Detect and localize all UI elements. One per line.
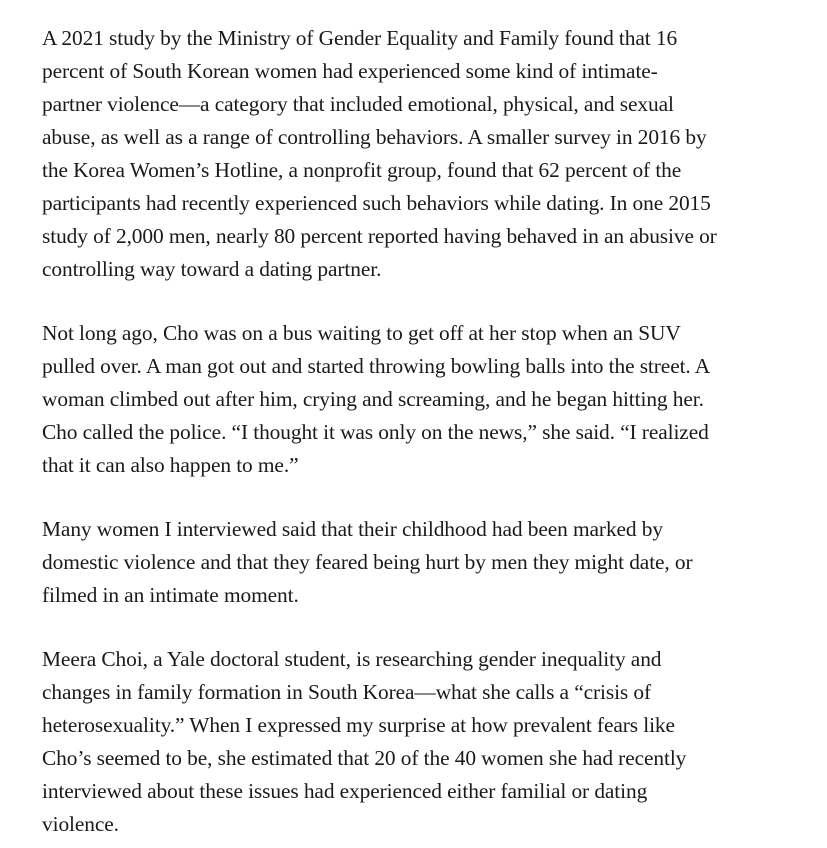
paragraph-ipv-statistics: A 2021 study by the Ministry of Gender Equality and Family found that 16 percent of South Korean women had experienced some kind of intimate-partner violence—a category that included emotional, physical, and sexual abuse, as well as a range of controlling behaviors. A smaller survey in 2016 by the Korea Women’s Hotline, a nonprofit group, found that 62 percent of the participants had recently experienced such behaviors while dating. In one 2015 study of 2,000 men, nearly 80 percent reported having behaved in an abusive or controlling way toward a dating partner. [42,26,717,281]
article-body [42,22,717,841]
paragraph-bus-incident: Not long ago, Cho was on a bus waiting to get off at her stop when an SUV pulled over. A man got out and started throwing bowling balls into the street. A woman climbed out after him, crying and screaming, and he began hitting her. Cho called the police. “I thought it was only on the news,” she said. “I realized that it can also happen to me.” [42,321,709,477]
paragraph-interviewed-women: Many women I interviewed said that their childhood had been marked by domestic violence and that they feared being hurt by men they might date, or filmed in an intimate moment. [42,517,693,607]
paragraph-meera-choi-research: Meera Choi, a Yale doctoral student, is researching gender inequality and changes in family formation in South Korea—what she calls a “crisis of heterosexuality.” When I expressed my surprise at how prevalent fears like Cho’s seemed to be, she estimated that 20 of the 40 women she had recently interviewed about these issues had experienced either familial or dating violence. [42,647,687,836]
